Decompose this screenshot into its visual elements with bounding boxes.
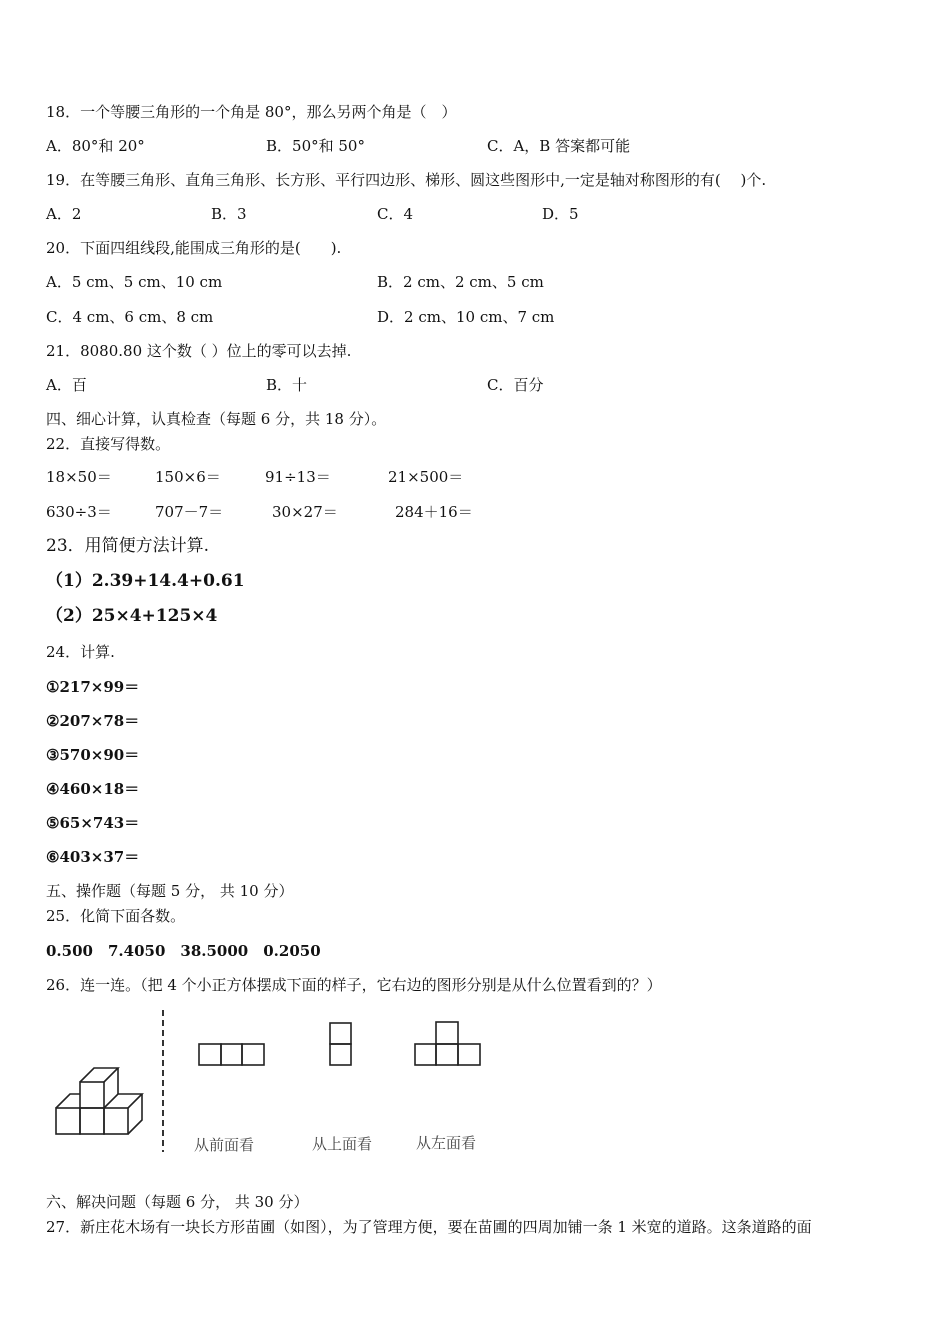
q26-figure	[0, 1000, 520, 1170]
view-shape-three-in-row	[199, 1044, 264, 1065]
q24-item: ①217×99＝	[46, 678, 140, 696]
q24-item: ⑤65×743＝	[46, 814, 140, 832]
q18-option-a: A．80°和 20°	[46, 137, 145, 155]
q25-numbers: 0.500 7.4050 38.5000 0.2050	[46, 942, 321, 960]
label-left-view: 从左面看	[416, 1134, 477, 1152]
q21-option-a: A．百	[46, 376, 87, 394]
view-shape-t-shape	[415, 1022, 480, 1065]
q22-item: 91÷13＝	[265, 468, 331, 486]
q23-stem: 23．用简便方法计算.	[46, 536, 210, 556]
q24-item: ③570×90＝	[46, 746, 140, 764]
q21-option-b: B．十	[266, 376, 308, 394]
q22-item: 707－7＝	[155, 503, 224, 521]
q27-stem: 27．新庄花木场有一块长方形苗圃（如图），为了管理方便，要在苗圃的四周加铺一条 1 米宽的道路。这条道路的面	[46, 1218, 812, 1236]
section-4-heading: 四、细心计算，认真检查（每题 6 分，共 18 分）。	[46, 410, 387, 428]
q22-stem: 22．直接写得数。	[46, 435, 171, 453]
q23-item-1: （1）2.39+14.4+0.61	[46, 571, 245, 591]
q18-option-b: B．50°和 50°	[266, 137, 365, 155]
q22-item: 21×500＝	[388, 468, 464, 486]
q22-item: 150×6＝	[155, 468, 221, 486]
q20-option-d: D．2 cm、10 cm、7 cm	[377, 308, 555, 326]
q19-stem: 19．在等腰三角形、直角三角形、长方形、平行四边形、梯形、圆这些图形中,一定是轴对称图形的有( )个.	[46, 171, 767, 189]
section-5-heading: 五、操作题（每题 5 分， 共 10 分）	[46, 882, 294, 900]
q21-option-c: C．百分	[487, 376, 544, 394]
q18-stem: 18．一个等腰三角形的一个角是 80°，那么另两个角是（ ）	[46, 103, 457, 121]
q20-option-c: C．4 cm、6 cm、8 cm	[46, 308, 214, 326]
q20-option-b: B．2 cm、2 cm、5 cm	[377, 273, 544, 291]
q23-item-2: （2）25×4+125×4	[46, 606, 218, 626]
q22-item: 30×27＝	[272, 503, 338, 521]
q22-item: 630÷3＝	[46, 503, 112, 521]
q18-option-c: C．A，B 答案都可能	[487, 137, 631, 155]
view-shape-two-stacked	[330, 1023, 351, 1065]
q24-item: ④460×18＝	[46, 780, 140, 798]
q22-item: 18×50＝	[46, 468, 112, 486]
q25-stem: 25．化简下面各数。	[46, 907, 186, 925]
q22-item: 284＋16＝	[395, 503, 473, 521]
q24-item: ⑥403×37＝	[46, 848, 140, 866]
q19-option-b: B．3	[211, 205, 247, 223]
label-front-view: 从前面看	[194, 1136, 255, 1154]
q20-option-a: A．5 cm、5 cm、10 cm	[46, 273, 223, 291]
q20-stem: 20．下面四组线段,能围成三角形的是( ).	[46, 239, 342, 257]
label-top-view: 从上面看	[312, 1135, 373, 1153]
q24-stem: 24．计算.	[46, 643, 115, 661]
q21-stem: 21．8080.80 这个数（ ）位上的零可以去掉.	[46, 342, 352, 360]
q19-option-a: A．2	[46, 205, 82, 223]
q26-stem: 26．连一连。（把 4 个小正方体摆成下面的样子，它右边的图形分别是从什么位置看到的？）	[46, 976, 662, 994]
q19-option-d: D．5	[542, 205, 579, 223]
q24-item: ②207×78＝	[46, 712, 140, 730]
cube-stack-drawing	[56, 1068, 142, 1134]
q19-option-c: C．4	[377, 205, 414, 223]
section-6-heading: 六、解决问题（每题 6 分， 共 30 分）	[46, 1193, 309, 1211]
